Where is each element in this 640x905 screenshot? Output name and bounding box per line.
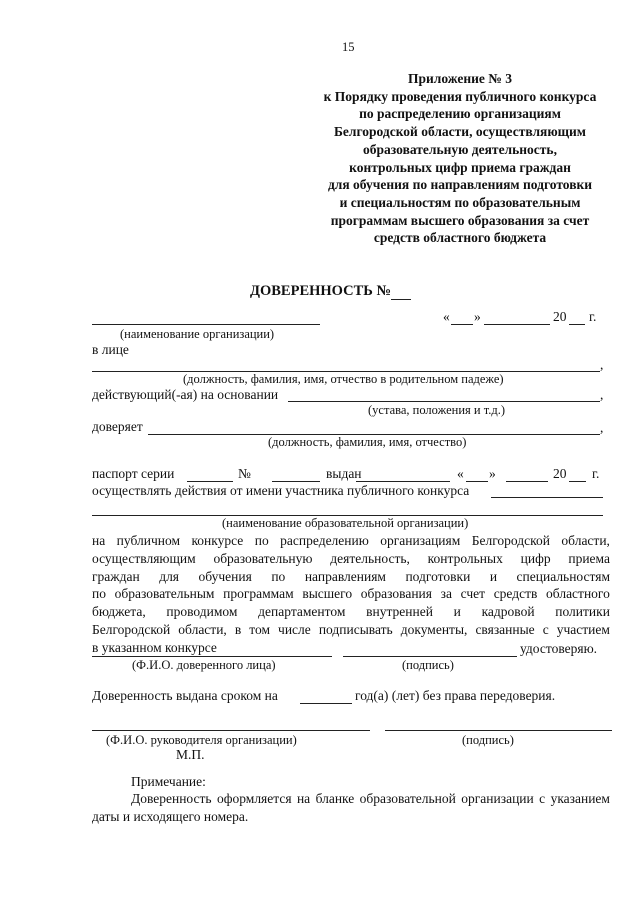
- word: специальностям: [516, 568, 610, 584]
- passport-number-sign: №: [238, 466, 251, 481]
- org-name-hint: (наименование организации): [120, 327, 275, 341]
- passport-series-line[interactable]: [187, 481, 233, 482]
- appendix-header: [300, 70, 620, 247]
- date-month-line[interactable]: [484, 324, 550, 325]
- title-number-line[interactable]: [391, 299, 411, 300]
- passport-date-close-quote: »: [489, 466, 496, 481]
- paragraph-line: [92, 568, 610, 586]
- word: с: [539, 791, 546, 806]
- date-day-line[interactable]: [451, 324, 473, 325]
- word: бюджета,: [92, 604, 146, 620]
- word: осуществляющим: [92, 550, 196, 566]
- edu-org-line-1[interactable]: [491, 497, 603, 498]
- passport-year-prefix: 20: [553, 466, 567, 481]
- word: связанные: [475, 621, 535, 637]
- word: Белгородской: [471, 533, 550, 548]
- word: для: [159, 568, 180, 584]
- trustee-fio-line[interactable]: [92, 656, 332, 657]
- word: образовательную: [213, 550, 313, 566]
- word: за: [440, 586, 452, 602]
- word: обучения: [198, 568, 252, 584]
- year-suffix: г.: [589, 309, 597, 324]
- word: Белгородской: [92, 621, 171, 637]
- trustee-signature-line[interactable]: [343, 656, 517, 657]
- word: департаментом: [258, 604, 346, 620]
- word: указанием: [550, 791, 610, 806]
- word: подготовки: [405, 568, 471, 584]
- word: участием: [556, 621, 610, 637]
- passport-date-open-quote: «: [457, 466, 464, 481]
- word: том: [249, 621, 271, 637]
- appendix-line: к Порядку проведения публичного конкурса: [323, 88, 597, 104]
- edu-org-hint: (наименование образовательной организации): [222, 516, 469, 530]
- word: программам: [223, 586, 294, 602]
- passport-series-label: паспорт серии: [92, 466, 175, 481]
- word: в: [234, 621, 242, 637]
- appendix-line: контрольных цифр приема граждан: [349, 159, 571, 175]
- word: Доверенность: [131, 791, 212, 806]
- word: на: [92, 533, 106, 548]
- date-open-quote: «: [443, 309, 450, 324]
- word: числе: [278, 621, 311, 637]
- word: документы,: [400, 621, 468, 637]
- note-text: [92, 790, 610, 826]
- paragraph-line: [92, 550, 610, 568]
- word: проводимом: [166, 604, 238, 620]
- note-line: [92, 790, 610, 808]
- passport-date-month-line[interactable]: [506, 481, 548, 482]
- appendix-line: для обучения по направлениям подготовки: [327, 177, 593, 193]
- word: публичном: [116, 533, 180, 548]
- certify-label: удостоверяю.: [520, 641, 598, 656]
- word: и: [453, 604, 461, 620]
- word: области,: [178, 621, 227, 637]
- appendix-line: образовательную деятельность,: [363, 141, 557, 157]
- word: направлениям: [304, 568, 386, 584]
- trustee-fio-hint: (Ф.И.О. доверенного лица): [132, 658, 276, 672]
- word: и: [489, 568, 498, 584]
- word: образовательной: [359, 791, 456, 806]
- appendix-line: и специальностям по образовательным: [339, 194, 581, 210]
- word: организации: [461, 791, 534, 806]
- comma: ,: [600, 387, 604, 402]
- word: на: [296, 791, 311, 806]
- passport-number-line[interactable]: [272, 481, 320, 482]
- passport-date-day-line[interactable]: [466, 481, 488, 482]
- appendix-line: программам высшего образования за счет: [330, 212, 590, 228]
- appendix-line: Белгородской области, осуществляющим: [333, 124, 587, 140]
- word: области,: [561, 533, 610, 548]
- head-signature-hint: (подпись): [462, 733, 514, 747]
- word: счет: [460, 586, 486, 602]
- word: по: [254, 533, 269, 548]
- appendix-line: средств областного бюджета: [373, 230, 547, 246]
- validity-suffix: год(а) (лет) без права передоверия.: [355, 688, 556, 703]
- basis-line[interactable]: [288, 401, 600, 402]
- appendix-line: по распределению организациям: [359, 106, 561, 122]
- word: высшего: [302, 586, 353, 602]
- word: внутренней: [366, 604, 433, 620]
- word: образовательным: [114, 586, 215, 602]
- word: организациям: [380, 533, 461, 548]
- passport-year-suffix: г.: [592, 466, 600, 481]
- trustee-signature-hint: (подпись): [402, 658, 454, 672]
- word: граждан: [92, 568, 140, 584]
- act-on-behalf-label: осуществлять действия от имени участника публичного конкурса: [92, 483, 470, 498]
- document-title: [250, 283, 391, 300]
- comma: ,: [600, 357, 604, 372]
- word: подписывать: [318, 621, 393, 637]
- title-text: ДОВЕРЕННОСТЬ №: [250, 283, 392, 299]
- appendix-line: Приложение № 3: [408, 71, 512, 86]
- word: образования: [360, 586, 432, 602]
- word: приема: [568, 550, 610, 566]
- word: областного: [546, 586, 610, 602]
- word: средств: [493, 586, 538, 602]
- paragraph-line: [92, 532, 610, 550]
- in-person-of-label: в лице: [92, 342, 129, 357]
- word: оформляется: [216, 791, 292, 806]
- note-title: Примечание:: [131, 774, 206, 789]
- acting-on-basis-label: действующий(-ая) на основании: [92, 387, 279, 402]
- paragraph-line: [92, 603, 610, 621]
- stamp-label: М.П.: [176, 747, 205, 762]
- trustee-hint: (должность, фамилия, имя, отчество): [268, 435, 467, 449]
- head-fio-line[interactable]: [92, 730, 370, 731]
- head-fio-hint: (Ф.И.О. руководителя организации): [106, 733, 297, 747]
- word: по: [92, 586, 106, 602]
- paragraph-line: [92, 621, 610, 639]
- position-hint: (должность, фамилия, имя, отчество в родительном падеже): [183, 372, 504, 386]
- org-name-line[interactable]: [92, 324, 320, 325]
- validity-prefix: Доверенность выдана сроком на: [92, 688, 278, 703]
- issued-by-line[interactable]: [356, 481, 450, 482]
- head-signature-line[interactable]: [385, 730, 612, 731]
- word: бланке: [315, 791, 355, 806]
- date-close-quote: »: [474, 309, 481, 324]
- word: с: [542, 621, 549, 637]
- word: по: [271, 568, 286, 584]
- comma: ,: [600, 420, 604, 435]
- validity-term-line[interactable]: [300, 703, 352, 704]
- basis-hint: (устава, положения и т.д.): [368, 403, 505, 417]
- trusts-label: доверяет: [92, 419, 143, 434]
- word: политики: [555, 604, 610, 620]
- passport-year-line[interactable]: [569, 481, 586, 482]
- date-year-line[interactable]: [569, 324, 585, 325]
- note-last-line: даты и исходящего номера.: [92, 808, 249, 824]
- word: распределению: [280, 533, 369, 548]
- word: цифр: [520, 550, 551, 566]
- word: кадровой: [481, 604, 535, 620]
- paragraph-last-line: в указанном конкурсе: [92, 639, 217, 655]
- page-number: 15: [342, 40, 355, 54]
- year-prefix: 20: [553, 309, 567, 324]
- paragraph-line: [92, 585, 610, 603]
- word: конкурсе: [191, 533, 244, 548]
- word: деятельность,: [330, 550, 410, 566]
- word: контрольных: [427, 550, 503, 566]
- authority-paragraph: [92, 532, 610, 657]
- issued-label: выдан: [326, 466, 362, 481]
